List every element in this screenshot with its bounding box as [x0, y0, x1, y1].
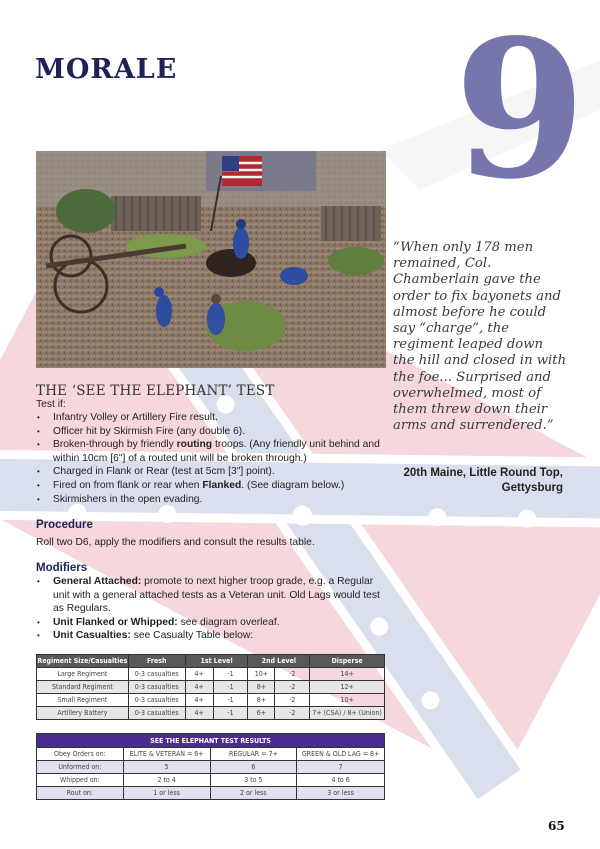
- results-title: SEE THE ELEPHANT TEST RESULTS: [37, 734, 385, 748]
- diorama-photo: [36, 151, 386, 368]
- page-number: 65: [548, 819, 565, 833]
- table-row: Rout on: 1 or less 2 or less 3 or less: [37, 787, 385, 800]
- header-cell: 2nd Level: [248, 655, 310, 668]
- header-cell: Regiment Size/Casualties: [37, 655, 129, 668]
- quote-attribution: [393, 466, 563, 496]
- modifiers-heading: Modifiers: [36, 562, 88, 574]
- casualty-header-row: [37, 655, 385, 668]
- test-if-label: Test if:: [36, 399, 66, 410]
- table-row: Obey Orders on: ELITE & VETERAN = 6+ REGULAR = 7+ GREEN & OLD LAG = 8+: [37, 748, 385, 761]
- modifiers-list: [36, 575, 386, 643]
- attribution-line-1: 20th Maine, Little Round Top,: [403, 467, 563, 479]
- pull-quote: “When only 178 men remained, Col. Chamberlain gave the order to fix bayonets and almost before he could say “charge”, the regiment leaped down the hill and closed in with the foe... Surprised and overwhelmed, most of them threw down their arms and surrendered.”: [393, 240, 567, 434]
- table-row: Unformed on: 5 6 7: [37, 761, 385, 774]
- modifier-item: • Unit Casualties: see Casualty Table below:: [36, 629, 386, 643]
- table-row: Whipped on: 2 to 4 3 to 5 4 to 6: [37, 774, 385, 787]
- table-row: Artillery Battery 0-3 casualties 4+ -1 6+ -2 7+ (CSA) / 8+ (Union): [37, 707, 385, 720]
- attribution-line-2: Gettysburg: [501, 482, 563, 494]
- modifier-item: • General Attached: promote to next higher troop grade, e.g. a Regular unit with a general attached tests as a Veteran unit. Old Lags would test as Regulars.: [36, 575, 386, 616]
- table-row: Large Regiment 0-3 casualties 4+ -1 10+ -2 14+: [37, 668, 385, 681]
- chapter-number: 9: [453, 0, 587, 221]
- condition-item: • Skirmishers in the open evading.: [36, 493, 386, 507]
- results-header-row: [37, 734, 385, 748]
- header-cell: Fresh: [128, 655, 185, 668]
- procedure-heading: Procedure: [36, 519, 93, 531]
- results-table: [36, 733, 385, 800]
- test-conditions-list: [36, 411, 386, 506]
- condition-item: • Fired on from flank or rear when Flanked. (See diagram below.): [36, 479, 386, 493]
- casualty-table: [36, 654, 385, 720]
- table-row: Standard Regiment 0-3 casualties 4+ -1 8+ -2 12+: [37, 681, 385, 694]
- condition-item: • Broken-through by friendly routing troops. (Any friendly unit behind and within 10cm [6"] of a routed unit will be broken through.): [36, 438, 386, 465]
- section-heading: THE ‘SEE THE ELEPHANT’ TEST: [36, 383, 275, 399]
- header-cell: Disperse: [310, 655, 385, 668]
- condition-item: • Charged in Flank or Rear (test at 5cm [3"] point).: [36, 465, 386, 479]
- procedure-text: Roll two D6, apply the modifiers and consult the results table.: [36, 537, 315, 548]
- header-cell: 1st Level: [185, 655, 248, 668]
- condition-item: • Officer hit by Skirmish Fire (any double 6).: [36, 425, 386, 439]
- chapter-title: MORALE: [35, 54, 178, 85]
- modifier-item: • Unit Flanked or Whipped: see diagram overleaf.: [36, 616, 386, 630]
- table-row: Small Regiment 0-3 casualties 4+ -1 8+ -2 10+: [37, 694, 385, 707]
- condition-item: • Infantry Volley or Artillery Fire result.: [36, 411, 386, 425]
